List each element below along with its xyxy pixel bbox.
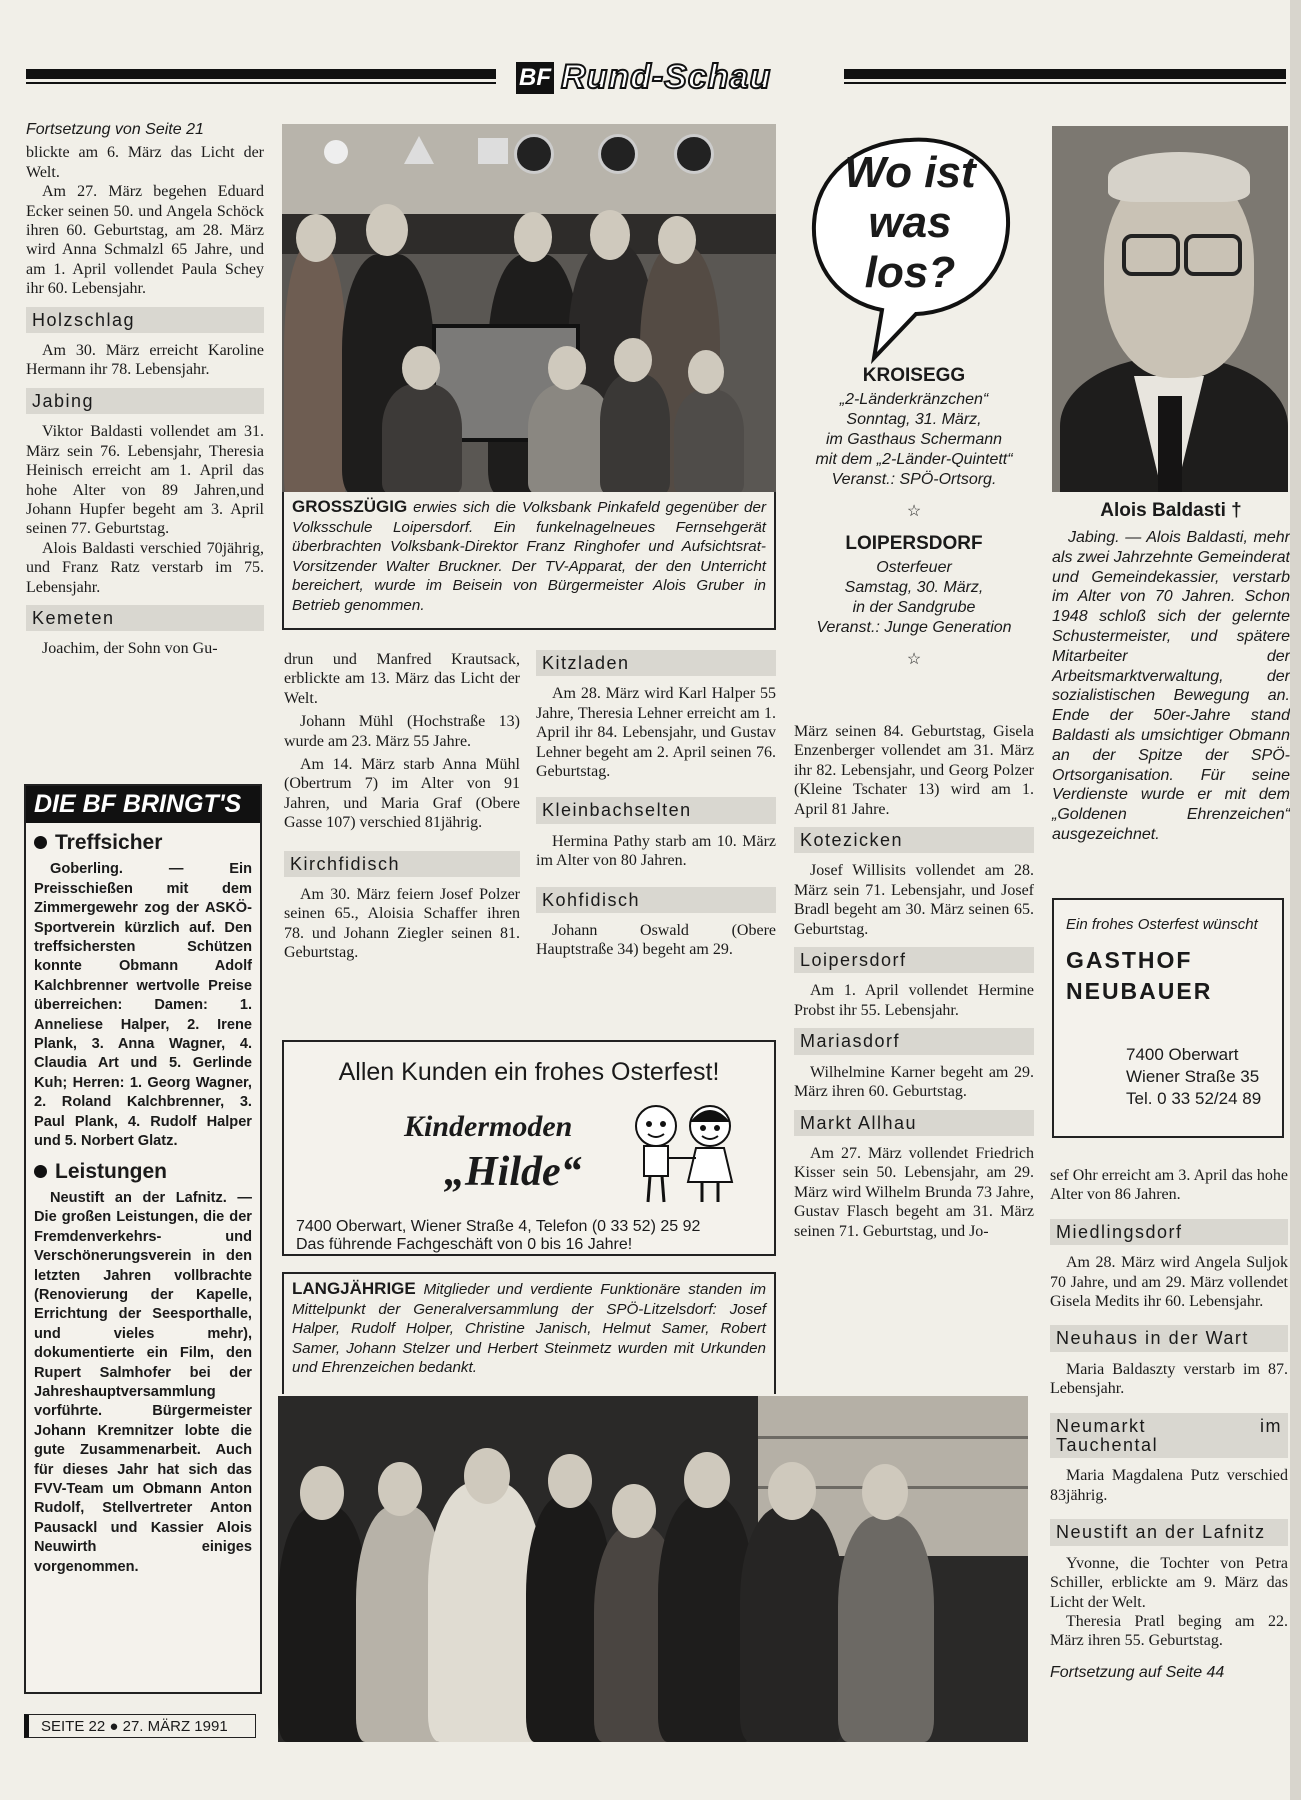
event-line: Sonntag, 31. März, [846, 411, 982, 428]
section-heading-kirchfidisch: Kirchfidisch [284, 851, 520, 877]
article-text: Am 1. April vollendet Hermine Probst ihr 55. Lebensjahr. [794, 982, 1034, 1019]
obituary-text: Jabing. — Alois Baldasti, mehr als zwei Jahrzehnte Gemeinderat und Gemeindekassier, verstarb im Alter von 70 Jahren. Schon 1948 schloß sich der gelernte Schustermeister, und spätere Mitarbeiter der Arbeitsmarktverwaltung, der sozialistischen Bewegung an. Ende der 50er-Jahre stand Baldasti als umsichtiger Obmann an der Spitze der SPÖ-Ortsorganisation. Für seine Verdienste wurde er mit dem „Goldenen Ehrenzeichen“ ausgezeichnet. [1052, 529, 1290, 843]
event-line: mit dem „2-Länder-Quintett“ [815, 451, 1013, 468]
masthead-rule-left-thin [26, 82, 496, 84]
article-text: Yvonne, die Tochter von Petra Schiller, erblickte am 9. März das Licht der Welt. [1050, 1554, 1288, 1611]
article-text: Am 27. März begehen Eduard Ecker seinen 50. und Angela Schöck ihren 60. Geburtstag, am 28. März wird Anna Schmalzl 65 Jahre, und am 1. April vollendet Paula Schey ihr 60. Lebensjahr. [26, 183, 264, 298]
ad-kindermoden-hilde [282, 1040, 776, 1256]
article-text: Am 30. März erreicht Karoline Hermann ihr 78. Lebensjahr. [26, 342, 264, 379]
ad-gasthof-addr1: 7400 Oberwart [1126, 1045, 1239, 1064]
bf-bringts-box [24, 784, 262, 1694]
event-line: Veranst.: Junge Generation [816, 619, 1012, 636]
section-heading-markt-allhau: Markt Allhau [794, 1110, 1034, 1136]
leistungen-text: Neustift an der Lafnitz. — Die großen Leistungen, die der Fremdenverkehrs- und Verschönerungsverein in den letzten Jahren vollbrachte (Renovierung der Kapelle, Errichtung der Seesporthalle, und vieles mehr), dokumentierte ein Film, den Rupert Salmhofer bei der Jahreshauptversammlung vorführte. Bürgermeister Johann Kremnitzer lobte die gute Zusammenarbeit. Auch für dieses Jahr hat sich das FVV-Team um Obmann Anton Rudolf, Stellvertreter Anton Pausackl und Kassier Alois Neuwirth einiges vorgenommen. [34, 1189, 252, 1575]
treffsicher-text: Goberling. — Ein Preisschießen mit dem Zimmergewehr zog der ASKÖ-Sportverein kürzlich auf. Den treffsichersten Schützen konnte Obmann Adolf Kalchbrenner wertvolle Preise überreichen: Damen: 1. Anneliese Halper, 2. Irene Plank, 3. Anna Wagner, 4. Claudia Art und 5. Gerlinde Kuh; Herren: 1. Georg Wagner, 2. Roland Kalchbrenner, 3. Paul Plank, 4. Rudolf Halper und 5. Norbert Glatz. [34, 861, 252, 1150]
caption-text: erwies sich die Volksbank Pinkafeld gegenüber der Volksschule Loipersdorf. Ein funkelnagelneues Fernsehgerät überbrachten Volksbank-Direktor Franz Ringhofer und Aufsichtsrat-Vorsitzender Walter Bruckner. Der TV-Apparat, der den Unterricht bereichert, wurde im Beisein von Bürgermeister Alois Gruber in Betrieb genommen. [292, 499, 766, 614]
section-heading-holzschlag: Holzschlag [26, 307, 264, 333]
masthead-logo-badge: BF [516, 62, 554, 94]
masthead-rule-right [844, 69, 1286, 79]
article-text: Am 14. März starb Anna Mühl (Obertrum 7) im Alter von 91 Jahren, und Maria Graf (Obere Gasse 107) verschied 81jährig. [284, 756, 520, 832]
event-line: im Gasthaus Schermann [825, 431, 1003, 448]
bullet-icon: ● [109, 1718, 123, 1735]
caption-lead: LANGJÄHRIGE [292, 1279, 416, 1298]
ad-hilde-brand1: Kindermoden [404, 1110, 573, 1143]
masthead-rule-right-thin [844, 82, 1286, 84]
article-text: Am 28. März wird Angela Suljok 70 Jahre, und am 29. März vollendet Gisela Medits ihr 60. Lebensjahr. [1050, 1254, 1288, 1311]
section-heading-neuhaus: Neuhaus in der Wart [1050, 1325, 1288, 1351]
section-heading-neumarkt: Neumarkt im Tauchental [1050, 1413, 1288, 1459]
article-text: Maria Baldaszty verstarb im 87. Lebensjahr. [1050, 1360, 1288, 1398]
article-text: Viktor Baldasti vollendet am 31. März sein 76. Lebensjahr, Theresia Heinisch erreicht am 1. April das hohe Alter von 89 Jahren,und Johann Hupfer begeht am 3. April seinen 77. Geburtstag. [26, 423, 264, 538]
event-line: in der Sandgrube [852, 599, 976, 616]
section-heading-neustift: Neustift an der Lafnitz [1050, 1519, 1288, 1545]
caption-volksbank [282, 492, 776, 630]
article-text: Am 30. März feiern Josef Polzer seinen 65., Aloisia Schaffer ihren 78. und Johann Ziegler seinen 81. Geburtstag. [284, 886, 520, 962]
article-text: blickte am 6. März das Licht der Welt. [26, 144, 264, 181]
ad-gasthof-wish: Ein frohes Osterfest wünscht [1066, 916, 1258, 933]
article-text: Hermina Pathy starb am 10. März im Alter von 80 Jahren. [536, 832, 776, 870]
article-text: Am 28. März wird Karl Halper 55 Jahre, Theresia Lehner erreicht am 1. April ihr 84. Lebensjahr, und Gustav Lehner begeht am 2. April seinen 76. Geburtstag. [536, 685, 776, 781]
ad-gasthof-addr2: Wiener Straße 35 [1126, 1067, 1260, 1086]
column-4 [794, 722, 1034, 1241]
issue-date: 27. MÄRZ 1991 [122, 1718, 228, 1735]
article-text: Am 27. März vollendet Friedrich Kisser sein 50. Lebensjahr, am 29. März wird Wilhelm Brunda 73 Jahre, Gustav Flasch begeht am 31. März seinen 71. Geburtstag, und Jo- [794, 1144, 1034, 1240]
article-text: Joachim, der Sohn von Gu- [42, 640, 218, 658]
section-heading-kemeten: Kemeten [26, 605, 264, 631]
ad-hilde-slogan: Das führende Fachgeschäft von 0 bis 16 Jahre! [296, 1236, 633, 1253]
article-text: Theresia Pratl beging am 22. März ihren 55. Geburtstag. [1050, 1612, 1288, 1650]
section-heading-mariasdorf: Mariasdorf [794, 1028, 1034, 1054]
events-listing [792, 366, 1036, 670]
caption-lead: GROSSZÜGIG [292, 497, 408, 516]
ad-gasthof-neubauer [1052, 898, 1284, 1138]
event-line: „2-Länderkränzchen“ [839, 391, 989, 408]
caption-langjaehrige [282, 1272, 776, 1394]
ad-hilde-brand2: „Hilde“ [444, 1149, 582, 1195]
photo-spoe-litzelsdorf [278, 1396, 1028, 1742]
continued-from: Fortsetzung von Seite 21 [26, 121, 204, 138]
section-heading-miedlingsdorf: Miedlingsdorf [1050, 1219, 1288, 1245]
leistungen-heading: Leistungen [34, 1162, 252, 1181]
event-line: Veranst.: SPÖ-Ortsorg. [831, 471, 997, 488]
article-text: März seinen 84. Geburtstag, Gisela Enzenberger vollendet am 31. März ihr 82. Lebensjahr, und Georg Polzer (Kleine Tschater 13) wird am 1. April 81 Jahre. [794, 723, 1034, 818]
column-1 [26, 120, 264, 659]
article-text: Josef Willisits vollendet am 28. März sein 71. Lebensjahr, und Josef Bradl begeht am 30. März seinen 65. Geburtstag. [794, 862, 1034, 938]
article-text: Maria Magdalena Putz verschied 83jährig. [1050, 1467, 1288, 1504]
article-text: Alois Baldasti verschied 70jährig, und Franz Ratz verstarb im 75. Lebensjahr. [26, 539, 264, 596]
page-footer [24, 1714, 256, 1738]
caption-text: Mitglieder und verdiente Funktionäre standen im Mittelpunkt der Generalversammlung der SPÖ-Litzelsdorf: Josef Halper, Rudolf Holper, Christine Janisch, Helmut Samer, Robert Samer, Johann Stelzer und Herbert Steinmetz wurden mit Urkunden und Ehrenzeichen bedankt. [292, 1281, 766, 1376]
page-number: SEITE 22 [41, 1718, 106, 1735]
section-heading-kotezicken: Kotezicken [794, 827, 1034, 853]
article-text: sef Ohr erreicht am 3. April das hohe Alter von 86 Jahren. [1050, 1167, 1288, 1204]
event-heading-kroisegg: KROISEGG [862, 365, 966, 386]
continued-to: Fortsetzung auf Seite 44 [1050, 1663, 1225, 1681]
bullet-icon [34, 836, 47, 849]
ad-gasthof-name2: NEUBAUER [1066, 978, 1213, 1004]
article-text: Johann Oswald (Obere Hauptstraße 34) begeht am 29. [536, 922, 776, 959]
star-icon: ☆ [906, 651, 922, 668]
section-heading-kohfidisch: Kohfidisch [536, 887, 776, 913]
bullet-icon [34, 1165, 47, 1178]
article-text: Johann Mühl (Hochstraße 13) wurde am 23. März 55 Jahre. [284, 713, 520, 750]
masthead [26, 58, 1286, 102]
event-line: Samstag, 30. März, [844, 579, 984, 596]
ad-gasthof-name1: GASTHOF [1066, 947, 1193, 973]
obituary [1052, 500, 1290, 845]
masthead-logo-title: Rund-Schau [561, 58, 772, 96]
section-heading-kitzladen: Kitzladen [536, 650, 776, 676]
article-text: drun und Manfred Krautsack, erblickte am 13. März das Licht der Welt. [284, 651, 520, 707]
section-heading-jabing: Jabing [26, 388, 264, 414]
page-edge [1290, 0, 1301, 1800]
event-line: Osterfeuer [876, 559, 952, 576]
bubble-text: Wo ist was los? [844, 148, 976, 297]
photo-volksbank-tv [282, 124, 776, 492]
treffsicher-heading: Treffsicher [34, 833, 252, 852]
column-2 [284, 650, 520, 963]
ad-hilde-address: 7400 Oberwart, Wiener Straße 4, Telefon (0 33 52) 25 92 [296, 1218, 701, 1235]
ad-hilde-top: Allen Kunden ein frohes Osterfest! [338, 1058, 720, 1086]
star-icon: ☆ [906, 503, 922, 520]
children-illustration [624, 1098, 744, 1208]
bf-bringts-title: DIE BF BRINGT'S [26, 786, 260, 823]
column-5 [1050, 1166, 1288, 1682]
article-text: Wilhelmine Karner begeht am 29. März ihren 60. Geburtstag. [794, 1063, 1034, 1101]
ad-gasthof-addr3: Tel. 0 33 52/24 89 [1126, 1089, 1262, 1108]
obituary-name: Alois Baldasti † [1100, 500, 1242, 521]
column-3 [536, 650, 776, 960]
portrait-alois-baldasti [1052, 126, 1288, 492]
masthead-rule-left [26, 69, 496, 79]
section-heading-kleinbachselten: Kleinbachselten [536, 797, 776, 823]
event-heading-loipersdorf: LOIPERSDORF [845, 533, 983, 554]
section-heading-loipersdorf: Loipersdorf [794, 947, 1034, 973]
